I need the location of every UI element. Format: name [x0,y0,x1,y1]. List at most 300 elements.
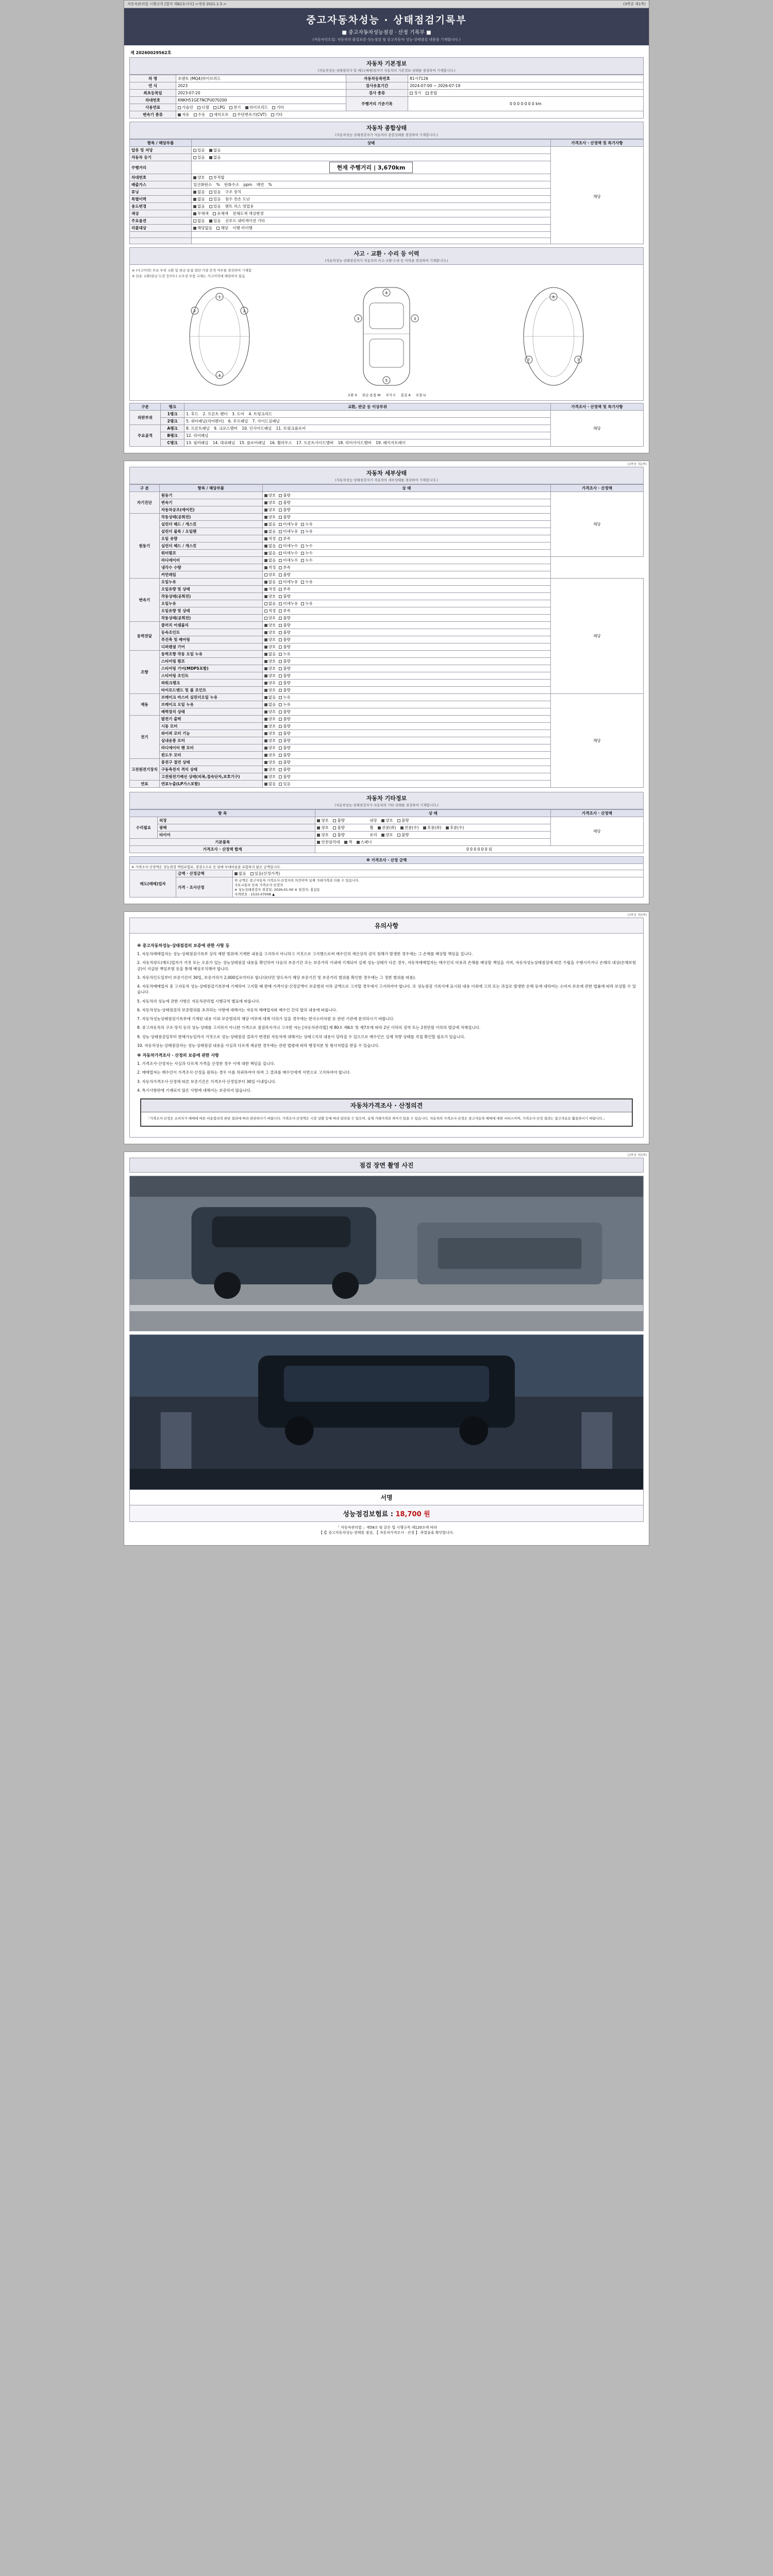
notice-item: 3. 자동차인도일부터 보증기간이 30일, 보증거리가 2,000킬로미터로 합니다(다만 양도자가 해당 보증기간 및 보증거리 범위를 확인한 경우에는 그 정한 범위를 따름). [137,975,416,980]
frame-item: 4. 트렁크리드 [248,412,273,416]
accident-line-1: ※ (사고이력) 주요 부위 교환 및 판금·용접·절단·가열 흔적 여부를 점검하여 기재함 [132,268,252,273]
section-basic-title [129,57,644,75]
emission-hc: 탄화수소 [224,182,240,187]
page-topbar [124,1,649,8]
checkbox-color-achromatic[interactable] [193,212,196,215]
col-other-item: 항 목 [130,810,315,817]
state-radfan: 양호 불량 [262,744,550,752]
frame-rank-c: C랭크 [161,439,184,447]
basic-info-table [129,75,644,118]
checkbox-mc-none[interactable] [264,696,267,699]
section-other-note: (자동차성능·상태점검자가 자동차의 기타 상태를 점검하여 기재합니다.) [334,803,439,807]
row-value-blank2 [192,238,551,244]
value-first-reg: 2023-07-20 [176,90,346,97]
state-booster: 양호 불량 [262,708,550,716]
checkbox-cr-bad[interactable] [279,573,282,577]
checkbox-pol-bad[interactable] [333,826,336,829]
state-blower: 양호 불량 [262,737,550,744]
checkbox-wi-bad[interactable] [279,732,282,735]
checkbox-hgc-none[interactable] [264,545,267,548]
table-row [130,817,644,824]
table-row [130,571,644,579]
checkbox-trans-auto[interactable] [178,113,181,116]
part-alternator: 발전기 출력 [159,716,262,723]
checkbox-tri-ok[interactable] [317,841,320,844]
checkbox-idle-bad[interactable] [279,516,282,519]
checkbox-pc-bad[interactable] [279,682,282,685]
state-tire: 양호 불량 유리 양호 불량 [315,832,551,839]
section-other-title [129,792,644,809]
checkbox-mtl-none[interactable] [264,602,267,605]
checkbox-rf-bad[interactable] [279,747,282,750]
row-label-options: 주요옵션 [130,217,192,225]
label-wheel: 휠 [369,825,374,830]
frame-note-cell: 해당 [551,411,644,447]
part-block-oilpan: 실린더 블록 / 오일팬 [159,528,262,535]
checkbox-bol-leak[interactable] [279,703,282,706]
notice-item: 10. 자동차성능·상태점검자는 성능·상태점검 내용을 사실과 다르게 제공한 경우에는 관련 법령에 따라 행정처분 및 형사처벌을 받을 수 있습니다. [137,1043,380,1048]
price-survey-table [129,856,644,897]
checkbox-sp-bad[interactable] [279,660,282,663]
checkbox-bo-minor[interactable] [279,530,282,533]
checkbox-alt-bad[interactable] [279,718,282,721]
checkbox-registry-no[interactable] [209,156,212,159]
price-survey-note2: 위 금액은 중고자동차 가격조사·산정자의 의견이며 실제 거래가격과 다를 수 있습니다. [234,878,360,883]
price-survey-org: 국토교통부 등록 가격조사·산정자 [234,883,283,887]
group-steering: 조향 [130,651,160,694]
part-wiper: 와이퍼 모터 기능 [159,730,262,737]
checkbox-fl-none[interactable] [264,783,267,786]
part-at-oil: 오일유량 및 상태 [159,586,262,593]
checkbox-mtw-bad[interactable] [279,617,282,620]
checkbox-registry-yes[interactable] [193,156,196,159]
row-label-special: 특별이력 [130,196,192,203]
svg-text:3: 3 [357,317,360,321]
checkbox-fuel-hybrid[interactable] [245,106,248,109]
frame-item: 16. 휠하우스 [270,440,292,445]
state-fuel-leak: 없음 있음 [262,781,550,788]
state-trans: 양호 불량 [262,499,550,506]
checkbox-wp-leak[interactable] [301,552,304,555]
col-other-state: 상 태 [315,810,551,817]
checkbox-lien-yes[interactable] [193,149,196,152]
row-label-vin-mark: 차대번호 [130,174,192,181]
checkbox-st-ok[interactable] [264,725,267,728]
part-cvjoint: 등속조인트 [159,629,262,636]
checkbox-usechange-no[interactable] [193,205,196,208]
checkbox-ps-bad[interactable] [279,638,282,641]
notice-body [129,934,644,1138]
checkbox-atw-ok[interactable] [264,595,267,598]
checkbox-pol-ok[interactable] [317,826,320,829]
legend-x: 교환 X [347,393,357,397]
checkbox-ps-ok[interactable] [264,638,267,641]
checkbox-tuning-no[interactable] [193,191,196,194]
row-value-vin-mark: 양호 부적합 [192,174,551,181]
frame-items-2 [184,418,551,425]
state-battery-isol: 양호 불량 [262,766,550,773]
state-block-oilpan: 없음 미세누유 누유 [262,528,550,535]
row-value-color: 무채색 유채색 전체도색 색상변경 [192,210,551,217]
checkbox-bst-ok[interactable] [264,710,267,714]
table-row [130,82,644,90]
col-part: 항목 / 해당부품 [159,485,262,492]
row-label-recall: 리콜대상 [130,225,192,232]
checkbox-hg-leak[interactable] [301,523,304,526]
checkbox-diff-bad[interactable] [279,646,282,649]
svg-text:5: 5 [385,379,388,383]
checkbox-fl-yes[interactable] [279,783,282,786]
checkbox-recall-na[interactable] [193,227,196,230]
checkbox-spanner-ok[interactable] [357,841,360,844]
checkbox-wm-bad[interactable] [279,754,282,757]
section-overall-note: (자동차성능·상태점검자가 자동차의 종합상태를 점검하여 기재합니다.) [335,133,438,137]
col-div: 구 분 [130,485,160,492]
checkbox-sg-ok[interactable] [264,667,267,670]
table-row [130,557,644,564]
frame-items-1 [184,411,551,418]
label-inspect-type: 검사 종류 [346,90,408,97]
row-value-usechange: 없음 있음 렌트 리스 영업용 [192,203,551,210]
part-radfan: 라디에이터 팬 모터 [159,744,262,752]
frame-group-outer: 외판부위 [130,411,161,425]
checkbox-oil-ok[interactable] [264,537,267,540]
checkbox-trans-bad[interactable] [279,501,282,504]
frame-item: 17. 프론트사이드멤버 [296,440,334,445]
value-carname: 쏘렌토 (MQ4)하이브리드 [176,75,346,82]
state-basic-items [315,839,551,846]
checkbox-hgc-leak[interactable] [301,545,304,548]
checkbox-hgc-minor[interactable] [279,545,282,548]
price-cell-2: 해당 [551,579,644,694]
checkbox-glass-bad[interactable] [397,834,400,837]
checkbox-price-yes[interactable] [250,872,254,875]
frame-items-b [184,432,551,439]
checkbox-ext-ok[interactable] [317,819,320,822]
section-accident-title [129,247,644,265]
checkbox-lien-no[interactable] [209,149,212,152]
basic-item-jack: 잭 [348,840,352,844]
checkbox-special-yes[interactable] [209,198,212,201]
checkbox-inspect-comprehensive[interactable] [426,92,429,95]
state-head-gasket-coolant: 없음 미세누수 누수 [262,543,550,550]
state-window-motor: 양호 불량 [262,752,550,759]
checkbox-wheel-rl[interactable] [423,826,426,829]
checkbox-rad-minor[interactable] [279,559,282,562]
label-transmission: 변속기 종류 [130,111,176,118]
checkbox-hw-bad[interactable] [279,775,282,778]
checkbox-rad-none[interactable] [264,559,267,562]
checkbox-atl-leak[interactable] [301,581,304,584]
checkbox-bo-none[interactable] [264,530,267,533]
value-odo-std: 0 0 0 0 0 0 0 km [408,97,644,111]
state-wiper: 양호 불량 [262,730,550,737]
checkbox-sp-ok[interactable] [264,660,267,663]
checkbox-aircon-bad[interactable] [279,509,282,512]
label-plate: 자동차등록번호 [346,75,408,82]
checkbox-sj-ok[interactable] [264,674,267,677]
page-4-number: (3쪽중 제3쪽) [627,1153,647,1157]
checkbox-glass-ok[interactable] [381,834,384,837]
other-price-cell: 해당 [551,817,644,846]
section-detail-note: (자동차성능·상태점검자가 자동차의 세부상태를 점검하여 기재합니다.) [335,478,438,482]
frame-item: 7. 사이드실패널 [252,419,280,423]
checkbox-options-no[interactable] [193,219,196,223]
part-mt-oil: 오일유량 및 상태 [159,607,262,615]
frame-item: 2. 프론트 펜더 [203,412,228,416]
table-row [130,579,644,586]
checkbox-bl-ok[interactable] [264,739,267,742]
checkbox-ca-low[interactable] [279,566,282,569]
checkbox-special-no[interactable] [193,198,196,201]
section-basic-note: (자동차성능·상태점검자 및 매도(매매)업자가 자동차의 기본정보·상태를 점검하여 기재합니다.) [317,69,456,73]
table-row [130,864,644,870]
page-2-number: (3쪽중 제2쪽) [627,463,647,466]
col-item: 항목 / 해당부품 [130,140,192,147]
checkbox-clutch-bad[interactable] [279,624,282,627]
checkbox-mtl-minor[interactable] [279,602,282,605]
checkbox-mto-ok[interactable] [264,609,267,613]
col-frame-group: 구분 [130,403,161,411]
checkbox-mc-leak[interactable] [279,696,282,699]
checkbox-wheel-fr[interactable] [400,826,404,829]
part-aircon: 자동차공조(에어컨) [159,506,262,514]
checkbox-diff-ok[interactable] [264,646,267,649]
checkbox-bst-bad[interactable] [279,710,282,714]
part-starter: 시동 모터 [159,723,262,730]
frame-item: 15. 플로어패널 [239,440,265,445]
checkbox-engine-ok[interactable] [264,494,267,497]
overall-price-note [551,147,644,244]
checkbox-atl-minor[interactable] [279,581,282,584]
checkbox-inspect-regular[interactable] [410,92,413,95]
checkbox-mtw-ok[interactable] [264,617,267,620]
checkbox-idle-ok[interactable] [264,516,267,519]
part-power-oil: 동력조향 작동 오일 누유 [159,651,262,658]
value-plate: 81서7126 [408,75,644,82]
checkbox-alt-ok[interactable] [264,718,267,721]
checkbox-ext-bad[interactable] [333,819,336,822]
part-propshaft: 추진축 및 베어링 [159,636,262,643]
notice-item-2: 4. 특기사항란에 기재되지 않은 사항에 대해서는 보증하지 않습니다. [137,1088,251,1093]
state-diff: 양호 불량 [262,643,550,651]
col-price-note: 가격조사 · 산정액 및 특기사항 [551,140,644,147]
checkbox-tr-bad[interactable] [279,689,282,692]
checkbox-int-bad[interactable] [397,819,400,822]
checkbox-bol-none[interactable] [264,703,267,706]
price-survey-label2: 가격 · 조사산정 [176,877,233,897]
checkbox-ato-low[interactable] [279,588,282,591]
page-4 [124,1151,649,1546]
group-brake: 제동 [130,694,160,716]
checkbox-atw-bad[interactable] [279,595,282,598]
checkbox-wi-ok[interactable] [264,732,267,735]
notice-item: 5. 자동차의 성능에 관한 사항은 자동차관리법 시행규칙 별표에 따릅니다. [137,998,260,1004]
table-row [130,877,644,897]
row-value-lien: 있음 없음 [192,147,551,154]
state-oil-amount: 적정 부족 [262,535,550,543]
checkbox-recall-yes[interactable] [216,227,220,230]
emission-smoke-unit: % [268,182,272,187]
state-steer-pump: 양호 불량 [262,658,550,665]
checkbox-hw-ok[interactable] [264,775,267,778]
col-frame-rank: 랭크 [161,403,184,411]
checkbox-bi-bad[interactable] [279,768,282,771]
checkbox-wp-minor[interactable] [279,552,282,555]
car-rear-diagram [507,282,600,391]
checkbox-fuel-etc[interactable] [272,106,275,109]
checkbox-trans-semiauto[interactable] [210,113,213,116]
checkbox-fuel-electric[interactable] [229,106,232,109]
checkbox-options-yes[interactable] [209,219,212,223]
price-survey-serial: 자격번호 : 1533-07008 ▲ [234,892,275,896]
checkbox-wheel-rr[interactable] [446,826,449,829]
notice-item: 4. 자동차매매업자 중 고자동차 성능·상태점검기록부에 기재하여 고지할 때 판매 가격이상·산정금액이 보증범위 이하 금액으로 고지할 경우에서 고지하여야 합니다. 또 성능점검 기록지에 표시된 내용 이외에 고의 또는 과실로 발생한 손해 등에 대하여는 소비자 보호에 관한 법률에 따라 보상할 수 있습니다. [137,984,636,995]
checkbox-wp-none[interactable] [264,552,267,555]
checkbox-aircon-ok[interactable] [264,509,267,512]
state-cvjoint: 양호 불량 [262,629,550,636]
state-charge-insul: 양호 불량 [262,759,550,766]
checkbox-fuel-lpg[interactable] [213,106,216,109]
checkbox-trans-ok[interactable] [264,501,267,504]
checkbox-trans-etc[interactable] [271,113,274,116]
checkbox-ato-ok[interactable] [264,588,267,591]
emission-smoke: 매연 [256,182,264,187]
part-charge-insul: 충전구 절연 상태 [159,759,262,766]
checkbox-cv-bad[interactable] [279,631,282,634]
notice-item: 9. 성능·상태점검일부터 판매가능일까지 거짓으로 성능·상태점검 결과가 변경된 자동차에 대해서는 상태고지의 내용이 달라질 수 있으므로 매수인은 실제 차량 상태를 직접 확인할 필요가 있습니다. [137,1034,465,1039]
checkbox-bi-ok[interactable] [264,768,267,771]
checkbox-sg-bad[interactable] [279,667,282,670]
checkbox-ca-ok[interactable] [264,566,267,569]
label-carname: 차 명 [130,75,176,82]
color-detail: 전체도색 색상변경 [232,211,264,216]
checkbox-clutch-ok[interactable] [264,624,267,627]
fee-row [129,1505,644,1522]
part-tire: 타이어 [158,832,315,839]
usechange-detail: 렌트 리스 영업용 [225,204,254,209]
part-clutch: 클러치 어셈블리 [159,622,262,629]
checkbox-color-chromatic[interactable] [213,212,216,215]
diagram-legend [132,392,641,398]
checkbox-vin-bad[interactable] [209,176,212,179]
section-detail-title [129,467,644,484]
photo-exterior-graphic [130,1176,643,1331]
col-frame-parts: 교환, 판금 등 이상부위 [184,403,551,411]
frame-item: 5. 쿼터패널(리어펜더) [186,419,224,423]
frame-items-c [184,439,551,447]
checkbox-wm-ok[interactable] [264,754,267,757]
checkbox-rad-leak[interactable] [301,559,304,562]
part-steer-gear: 스티어링 기어(MDPS포함) [159,665,262,672]
checkbox-hg-none[interactable] [264,523,267,526]
state-mt-leak: 없음 미세누유 누유 [262,600,550,607]
checkbox-st-bad[interactable] [279,725,282,728]
checkbox-rf-ok[interactable] [264,747,267,750]
mileage-value: 현재 주행거리 | 3,670km [329,162,413,173]
checkbox-wheel-fl[interactable] [378,826,381,829]
notice-item-2: 3. 자동차가격조사·산정에 따른 보증기간은 가격조사·산정일부터 30일 이내입니다. [137,1079,276,1084]
checkbox-po-leak[interactable] [279,653,282,656]
price-survey-value1 [233,870,644,877]
part-oil-amount: 오일 유량 [159,535,262,543]
notice-item-2: 1. 가격조사·산정자는 사실과 다르게 가격을 산정한 경우 이에 대한 책임을 집니다. [137,1061,275,1066]
state-power-oil: 없음 누유 [262,651,550,658]
car-front-diagram [173,282,266,391]
checkbox-tuning-yes[interactable] [209,191,212,194]
checkbox-price-none[interactable] [234,872,238,875]
checkbox-trans-cvt[interactable] [233,113,236,116]
document-note: (자동차인도일: 자동차의 품질보증·성능점검 및 중고자동차 성능·상태점검 내용을 기재합니다.) [312,38,461,42]
part-steer-pump: 스티어링 펌프 [159,658,262,665]
part-steer-joint: 스티어링 조인트 [159,672,262,680]
checkbox-usechange-yes[interactable] [209,205,212,208]
notice-head-1: ※ 중고자동차성능·상태점검의 보증에 관한 사항 등 [137,943,230,948]
state-clutch: 양호 불량 [262,622,550,629]
svg-text:4: 4 [218,374,221,378]
checkbox-cv-ok[interactable] [264,631,267,634]
value-year: 2023 [176,82,346,90]
checkbox-fuel-gasoline[interactable] [178,106,181,109]
state-polish: 양호 불량 휠 전륜(좌) 전륜(우) 후륜(좌) 후륜(우) [315,824,551,832]
checkbox-trans-manual[interactable] [194,113,197,116]
checkbox-fuel-diesel[interactable] [197,106,200,109]
checkbox-engine-bad[interactable] [279,494,282,497]
page-3-number: (3쪽중 제3쪽) [627,913,647,917]
table-row [130,694,644,701]
label-vin: 차대번호 [130,97,176,104]
value-fuel: 가솔린 디젤 LPG 전기 하이브리드 기타 [176,104,346,111]
checkbox-atl-none[interactable] [264,581,267,584]
checkbox-sj-bad[interactable] [279,674,282,677]
checkbox-tire-ok[interactable] [317,834,320,837]
accident-diagram [129,265,644,401]
checkbox-pc-ok[interactable] [264,682,267,685]
row-label-usechange: 용도변경 [130,203,192,210]
table-row [130,97,644,104]
fee-label: 성능점검보험료 : [343,1510,393,1518]
checkbox-ci-bad[interactable] [279,761,282,764]
checkbox-jack-ok[interactable] [344,841,347,844]
checkbox-int-ok[interactable] [381,819,384,822]
svg-text:1: 1 [218,295,221,299]
group-drivetrain: 동력전달 [130,622,160,651]
checkbox-tr-ok[interactable] [264,689,267,692]
label-inspect-period: 검사유효기간 [346,82,408,90]
checkbox-bl-bad[interactable] [279,739,282,742]
checkbox-bo-leak[interactable] [301,530,304,533]
svg-text:6: 6 [385,291,388,295]
checkbox-vin-ok[interactable] [193,176,196,179]
price-survey-title: ※ 가격조사 · 산정 금액 [130,857,644,864]
checkbox-ci-ok[interactable] [264,761,267,764]
special-detail: 침수 전손 도난 [225,197,250,201]
frame-item: 9. 크로스멤버 [214,426,238,431]
checkbox-mto-low[interactable] [279,609,282,613]
checkbox-oil-low[interactable] [279,537,282,540]
row-value-emission [192,181,551,189]
checkbox-hg-minor[interactable] [279,523,282,526]
row-value-recall: 해당없음 해당 이행 미이행 [192,225,551,232]
checkbox-po-none[interactable] [264,653,267,656]
part-fuel-leak: 연료누출(LP가스포함) [159,781,262,788]
value-price-total: 0 0 0 0 0 0 원 [315,846,644,853]
checkbox-tire-bad[interactable] [333,834,336,837]
checkbox-cr-ok[interactable] [264,573,267,577]
label-first-reg: 최초등록일 [130,90,176,97]
checkbox-mtl-leak[interactable] [301,602,304,605]
part-tierod: 타이로드엔드 및 볼 조인트 [159,687,262,694]
